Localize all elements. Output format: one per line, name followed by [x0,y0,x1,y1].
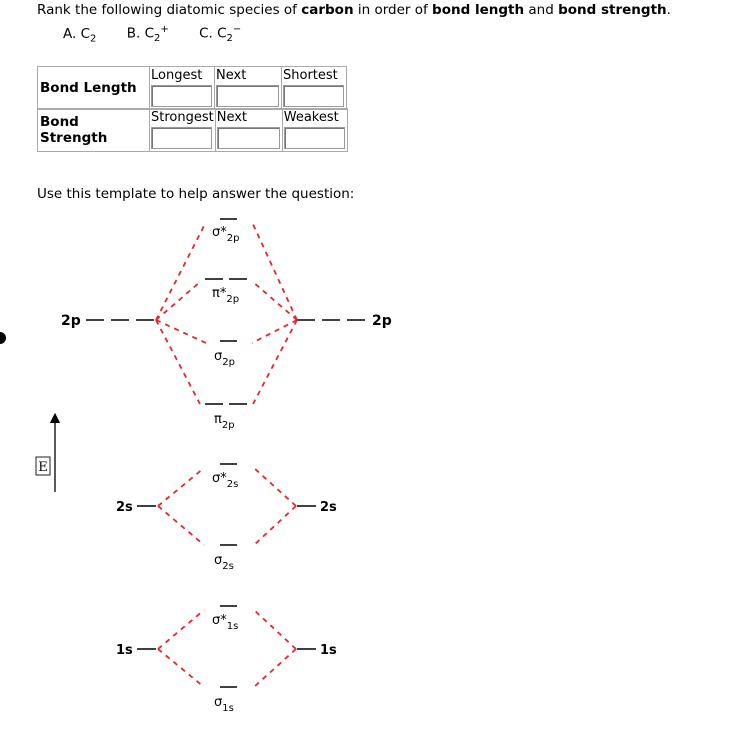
right-2p-label: 2p [372,313,392,329]
left-2p-label: 2p [61,313,81,329]
sigma-star-2s-label: $\sigma*_{2s}$ [212,471,239,490]
bond-length-col-3-label: Shortest [283,68,338,83]
sigma-2p-label: $\sigma_{2p}$ [214,349,235,368]
edge-marker [0,332,6,344]
energy-axis-label: E [38,460,48,475]
question-text: Rank the following diatomic species of carbon in order of bond length and bond strength. [37,2,671,18]
choice-b: B. $C_2^+$ [126,24,169,45]
left-2s-label: 2s [116,500,133,515]
choice-c: C. $C_2^-$ [199,24,242,45]
bond-strength-col-3-label: Weakest [283,110,339,125]
bond-length-label: Bond Length [38,67,150,110]
pi-2p-label: $\pi_{2p}$ [214,412,235,431]
pi-star-2p-label: $\pi*_{2p}$ [212,286,240,305]
sigma-star-1s-label: $\sigma*_{1s}$ [212,613,239,632]
left-1s-label: 1s [116,643,133,658]
right-2s-label: 2s [320,500,337,515]
bond-strength-col-1-label: Strongest [151,110,214,125]
bond-length-col-2-label: Next [216,68,247,83]
bond-length-col-1-label: Longest [151,68,203,83]
sigma-2s-label: $\sigma_{2s}$ [214,553,234,572]
template-instruction: Use this template to help answer the question: [37,186,355,202]
bond-strength-label: Bond Strength [38,109,150,152]
choice-a: A. $C_2$ [63,25,97,45]
sigma-star-2p-label: $\sigma*_{2p}$ [212,225,240,244]
sigma-1s-label: $\sigma_{1s}$ [214,695,234,714]
right-1s-label: 1s [320,643,337,658]
bond-strength-col-2-label: Next [216,110,248,125]
